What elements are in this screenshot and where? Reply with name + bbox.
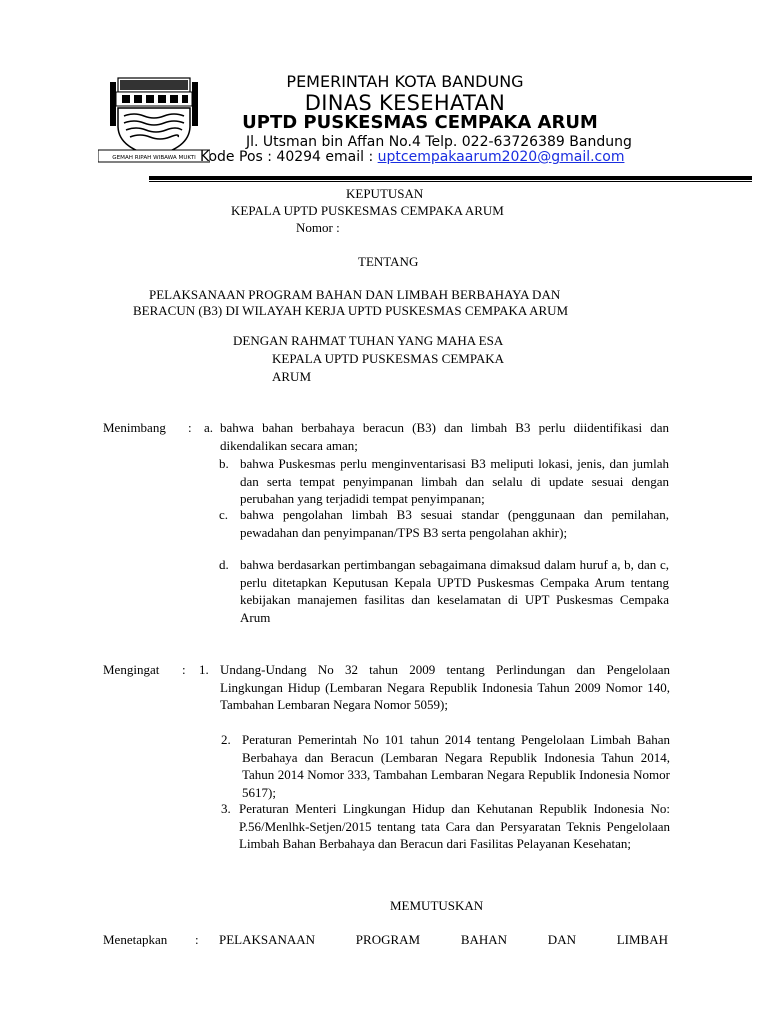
email-link[interactable]: uptcempakaarum2020@gmail.com (377, 149, 625, 165)
mengingat-text-2: Peraturan Pemerintah No 101 tahun 2014 tentang Pengelolaan Limbah Bahan Berbahaya dan Beracun (Lembaran Negara Republik Indonesia Tahun 2014, Tahun 2014 Nomor 333, Tambahan Lembaran Negara Republik Indonesia Nomor 5617); (242, 732, 670, 800)
postal-label: Kode Pos : 40294 email : (200, 149, 378, 165)
menimbang-text-d: bahwa berdasarkan pertimbangan sebagaimana dimaksud dalam huruf a, b, dan c, perlu ditetapkan Keputusan Kepala UPTD Puskesmas Cempaka Arum tentang kebijakan manajemen fasilitas dan keselamatan di UPT Puskesmas Cempaka Arum (240, 557, 669, 625)
menimbang-item-c (240, 506, 669, 541)
menimbang-item-b (240, 455, 669, 508)
mengingat-item-2 (242, 731, 670, 801)
kepala-heading: KEPALA UPTD PUSKESMAS CEMPAKA ARUM (231, 203, 504, 218)
menimbang-item-d (240, 556, 669, 626)
mengingat-item-3 (239, 800, 670, 853)
tentang-heading: TENTANG (358, 254, 419, 269)
mengingat-marker-3: 3. (221, 801, 231, 816)
menimbang-item-a (220, 419, 669, 454)
nomor-line: Nomor : (296, 220, 340, 235)
agency-name: DINAS KESEHATAN (304, 91, 506, 115)
address-line: Jl. Utsman bin Affan No.4 Telp. 022-63726389 Bandung (246, 134, 632, 150)
kepala-line-1: KEPALA UPTD PUSKESMAS CEMPAKA (272, 351, 505, 366)
menimbang-text-c: bahwa pengolahan limbah B3 sesuai standar (penggunaan dan pemilahan, pewadahan dan penyimpanan/TPS B3 serta pengolahan akhir); (240, 507, 669, 540)
header-rule-thin (149, 181, 752, 182)
menimbang-label: Menimbang (103, 420, 166, 435)
facility-name: UPTD PUSKESMAS CEMPAKA ARUM (242, 112, 598, 133)
menimbang-marker-b: b. (219, 456, 229, 471)
mengingat-marker-1: 1. (199, 662, 209, 677)
subject-line-2: BERACUN (B3) DI WILAYAH KERJA UPTD PUSKESMAS CEMPAKA ARUM (133, 303, 569, 318)
mengingat-item-1 (220, 661, 670, 714)
postal-email-line (200, 149, 624, 165)
rahmat-line: DENGAN RAHMAT TUHAN YANG MAHA ESA (233, 333, 504, 348)
menimbang-marker-d: d. (219, 557, 229, 572)
kepala-line-2: ARUM (272, 369, 312, 384)
menetapkan-text: PELAKSANAAN PROGRAM BAHAN DAN LIMBAH (219, 932, 668, 947)
mengingat-text-1: Undang-Undang No 32 tahun 2009 tentang Perlindungan dan Pengelolaan Lingkungan Hidup (Lembaran Negara Republik Indonesia Tahun 2009 Nomor 140, Tambahan Lembaran Negara Nomor 5059); (220, 662, 670, 712)
header-rule-thick (149, 176, 752, 180)
mengingat-colon: : (182, 662, 186, 677)
menimbang-text-b: bahwa Puskesmas perlu menginventarisasi B3 meliputi lokasi, jenis, dan jumlah dan serta tempat penyimpanan limbah dan selalu di update sesuai dengan perubahan yang terjadidi tempat penyimpanan; (240, 456, 669, 506)
government-name: PEMERINTAH KOTA BANDUNG (286, 72, 524, 91)
menetapkan-colon: : (195, 932, 199, 947)
mengingat-text-3: Peraturan Menteri Lingkungan Hidup dan Kehutanan Republik Indonesia No: P.56/Menlhk-Setjen/2015 tentang tata Cara dan Persyaratan Teknis Pengelolaan Limbah Bahan Berbahaya dan Beracun dari Fasilitas Pelayanan Kesehatan; (239, 801, 670, 851)
menimbang-marker-c: c. (219, 507, 229, 522)
keputusan-heading: KEPUTUSAN (346, 186, 424, 201)
memutuskan-heading: MEMUTUSKAN (390, 898, 484, 913)
menimbang-marker-a: a. (204, 420, 214, 435)
subject-line-1: PELAKSANAAN PROGRAM BAHAN DAN LIMBAH BERBAHAYA DAN (149, 287, 561, 302)
mengingat-label: Mengingat (103, 662, 160, 677)
menimbang-text-a: bahwa bahan berbahaya beracun (B3) dan limbah B3 perlu diidentifikasi dan dikendalikan secara aman; (220, 420, 669, 453)
mengingat-marker-2: 2. (221, 732, 231, 747)
logo-motto: GEMAH RIPAH WIBAWA MUKTI (112, 155, 196, 161)
menimbang-colon: : (188, 420, 192, 435)
menetapkan-label: Menetapkan (103, 932, 168, 947)
